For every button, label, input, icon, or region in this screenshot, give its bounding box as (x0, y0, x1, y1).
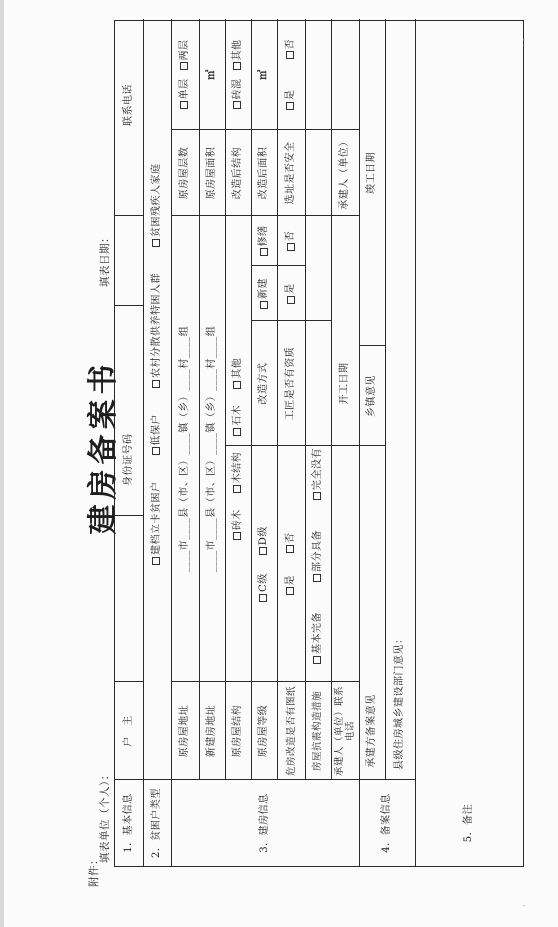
county-opinion-label: 县级住房城乡建设部门意见： (394, 633, 405, 770)
floor-options (171, 19, 199, 130)
orig-grade-label: 原房屋等级 (258, 704, 269, 758)
section-remarks: 5．备注 (463, 803, 474, 843)
checkbox-icon (152, 380, 160, 388)
checkbox-icon (313, 574, 321, 582)
builder-phone-label: 承建人（单位）联系电话 (334, 686, 356, 777)
checkbox-icon (233, 485, 241, 493)
attachment-label: 附件： (88, 854, 100, 887)
checkbox-icon (152, 239, 160, 247)
checkbox-icon (286, 545, 294, 553)
struct-opt-1[interactable]: 砖木 (232, 509, 244, 540)
checkbox-icon (313, 656, 321, 664)
scan-speck: · (520, 904, 530, 907)
orig-area-label: 原房屋面积 (206, 146, 217, 200)
id-number-label: 身份证号码 (123, 433, 134, 486)
checkbox-icon (233, 428, 241, 436)
danger-drawing-label: 危房改造是否有图纸 (285, 686, 297, 777)
drawing-opt-no[interactable]: 否 (285, 533, 297, 554)
quake-opt-1[interactable]: 基本完备 (312, 612, 324, 664)
orig-structure-label: 原房屋结构 (232, 704, 243, 758)
floor-opt-double[interactable]: 两层 (179, 40, 191, 71)
poor-opt-3[interactable]: 农村分散供养特困人群 (151, 273, 163, 388)
owner-label: 户 主 (123, 715, 134, 747)
town-opinion-label: 乡镇意见 (366, 375, 377, 417)
site-opt-yes[interactable]: 是 (285, 90, 297, 111)
checkbox-icon (233, 102, 241, 110)
orig-address-label: 原房屋地址 (179, 704, 190, 758)
owner-value-cell (115, 216, 143, 306)
grade-opt-c[interactable]: C级 (258, 573, 270, 602)
checkbox-icon (233, 381, 241, 389)
checkbox-icon (152, 448, 160, 456)
site-opt-no[interactable]: 否 (285, 39, 297, 60)
poor-opt-1[interactable]: 建档立卡贫困户 (151, 482, 163, 566)
after-opt-2[interactable]: 其他 (232, 40, 244, 71)
orig-address-value: ____市____县（市、区）____镇（乡）____村____组 (179, 325, 190, 573)
checkbox-icon (152, 557, 160, 565)
section-filing: 4．备案信息 (381, 793, 392, 853)
floor-opt-single[interactable]: 单层 (179, 79, 191, 110)
fill-date-label: 填表日期： (99, 232, 111, 287)
quake-opt-3[interactable]: 完全没有 (312, 448, 324, 500)
after-area-label: 改造后面积 (258, 146, 269, 200)
builder-unit-label: 承建人（单位） (339, 136, 350, 210)
checkbox-icon (287, 296, 295, 304)
remarks-value[interactable] (415, 19, 523, 780)
craftsman-opt-no[interactable]: 否 (277, 216, 305, 266)
checkbox-icon (233, 532, 241, 540)
poor-type-options (143, 19, 171, 780)
grade-options (251, 446, 277, 682)
drawing-opt-yes[interactable]: 是 (285, 575, 297, 596)
checkbox-icon (180, 102, 188, 110)
method-opt-new[interactable]: 新建 (251, 266, 277, 321)
orig-area-unit: ㎡ (206, 69, 217, 80)
after-opt-1[interactable]: 砖混 (232, 79, 244, 110)
quake-label: 房屋抗震构造措施 (312, 691, 323, 772)
checkbox-icon (286, 588, 294, 596)
builder-opinion-label: 承建方备案意见 (366, 694, 377, 768)
poor-opt-2[interactable]: 低保户 (151, 414, 163, 456)
drawing-options (277, 446, 305, 682)
craftsman-opt-yes[interactable]: 是 (277, 266, 305, 321)
fill-unit-label: 填表单位（个人）： (99, 769, 111, 863)
end-date-label: 竣工日期 (366, 152, 377, 194)
filing-form-table (114, 20, 524, 867)
page-title: 建房备案书 (86, 359, 121, 535)
new-address-label: 新建房地址 (206, 704, 217, 758)
checkbox-icon (286, 102, 294, 110)
checkbox-icon (286, 52, 294, 60)
quake-options (305, 216, 331, 682)
checkbox-icon (259, 594, 267, 602)
start-date-label: 开工日期 (339, 362, 350, 405)
checkbox-icon (313, 492, 321, 500)
site-safe-label: 选址是否安全 (285, 141, 296, 205)
section-poor-type: 2．贫困户类型 (151, 788, 162, 858)
method-label: 改造方式 (258, 362, 269, 405)
grade-opt-d[interactable]: D级 (258, 526, 270, 555)
after-structure-label: 改造后结构 (232, 146, 243, 200)
after-area-unit: ㎡ (258, 69, 269, 80)
struct-opt-2[interactable]: 木结构 (232, 452, 244, 494)
method-opt-repair[interactable]: 修缮 (251, 216, 277, 266)
checkbox-icon (260, 301, 268, 309)
poor-opt-4[interactable]: 贫困残疾人家庭 (151, 164, 163, 248)
craftsman-label: 工匠是否有资质 (285, 346, 296, 421)
structure-options (225, 216, 251, 682)
section-house-info: 3．建房信息 (259, 793, 270, 853)
struct-opt-4[interactable]: 其他 (232, 358, 244, 389)
after-structure-options (225, 19, 251, 130)
checkbox-icon (259, 547, 267, 555)
section-basic: 1．基本信息 (123, 793, 134, 853)
new-address-value: ____市____县（市、区）____镇（乡）____村____组 (206, 325, 217, 573)
scan-speck: · · (520, 38, 530, 47)
checkbox-icon (260, 249, 268, 257)
quake-opt-2[interactable]: 部分具备 (312, 530, 324, 582)
struct-opt-3[interactable]: 石木 (232, 405, 244, 436)
orig-floors-label: 原房屋层数 (179, 146, 190, 200)
phone-label: 联系电话 (123, 84, 134, 126)
checkbox-icon (233, 63, 241, 71)
site-safe-options (277, 19, 305, 130)
checkbox-icon (180, 63, 188, 71)
checkbox-icon (287, 243, 295, 251)
